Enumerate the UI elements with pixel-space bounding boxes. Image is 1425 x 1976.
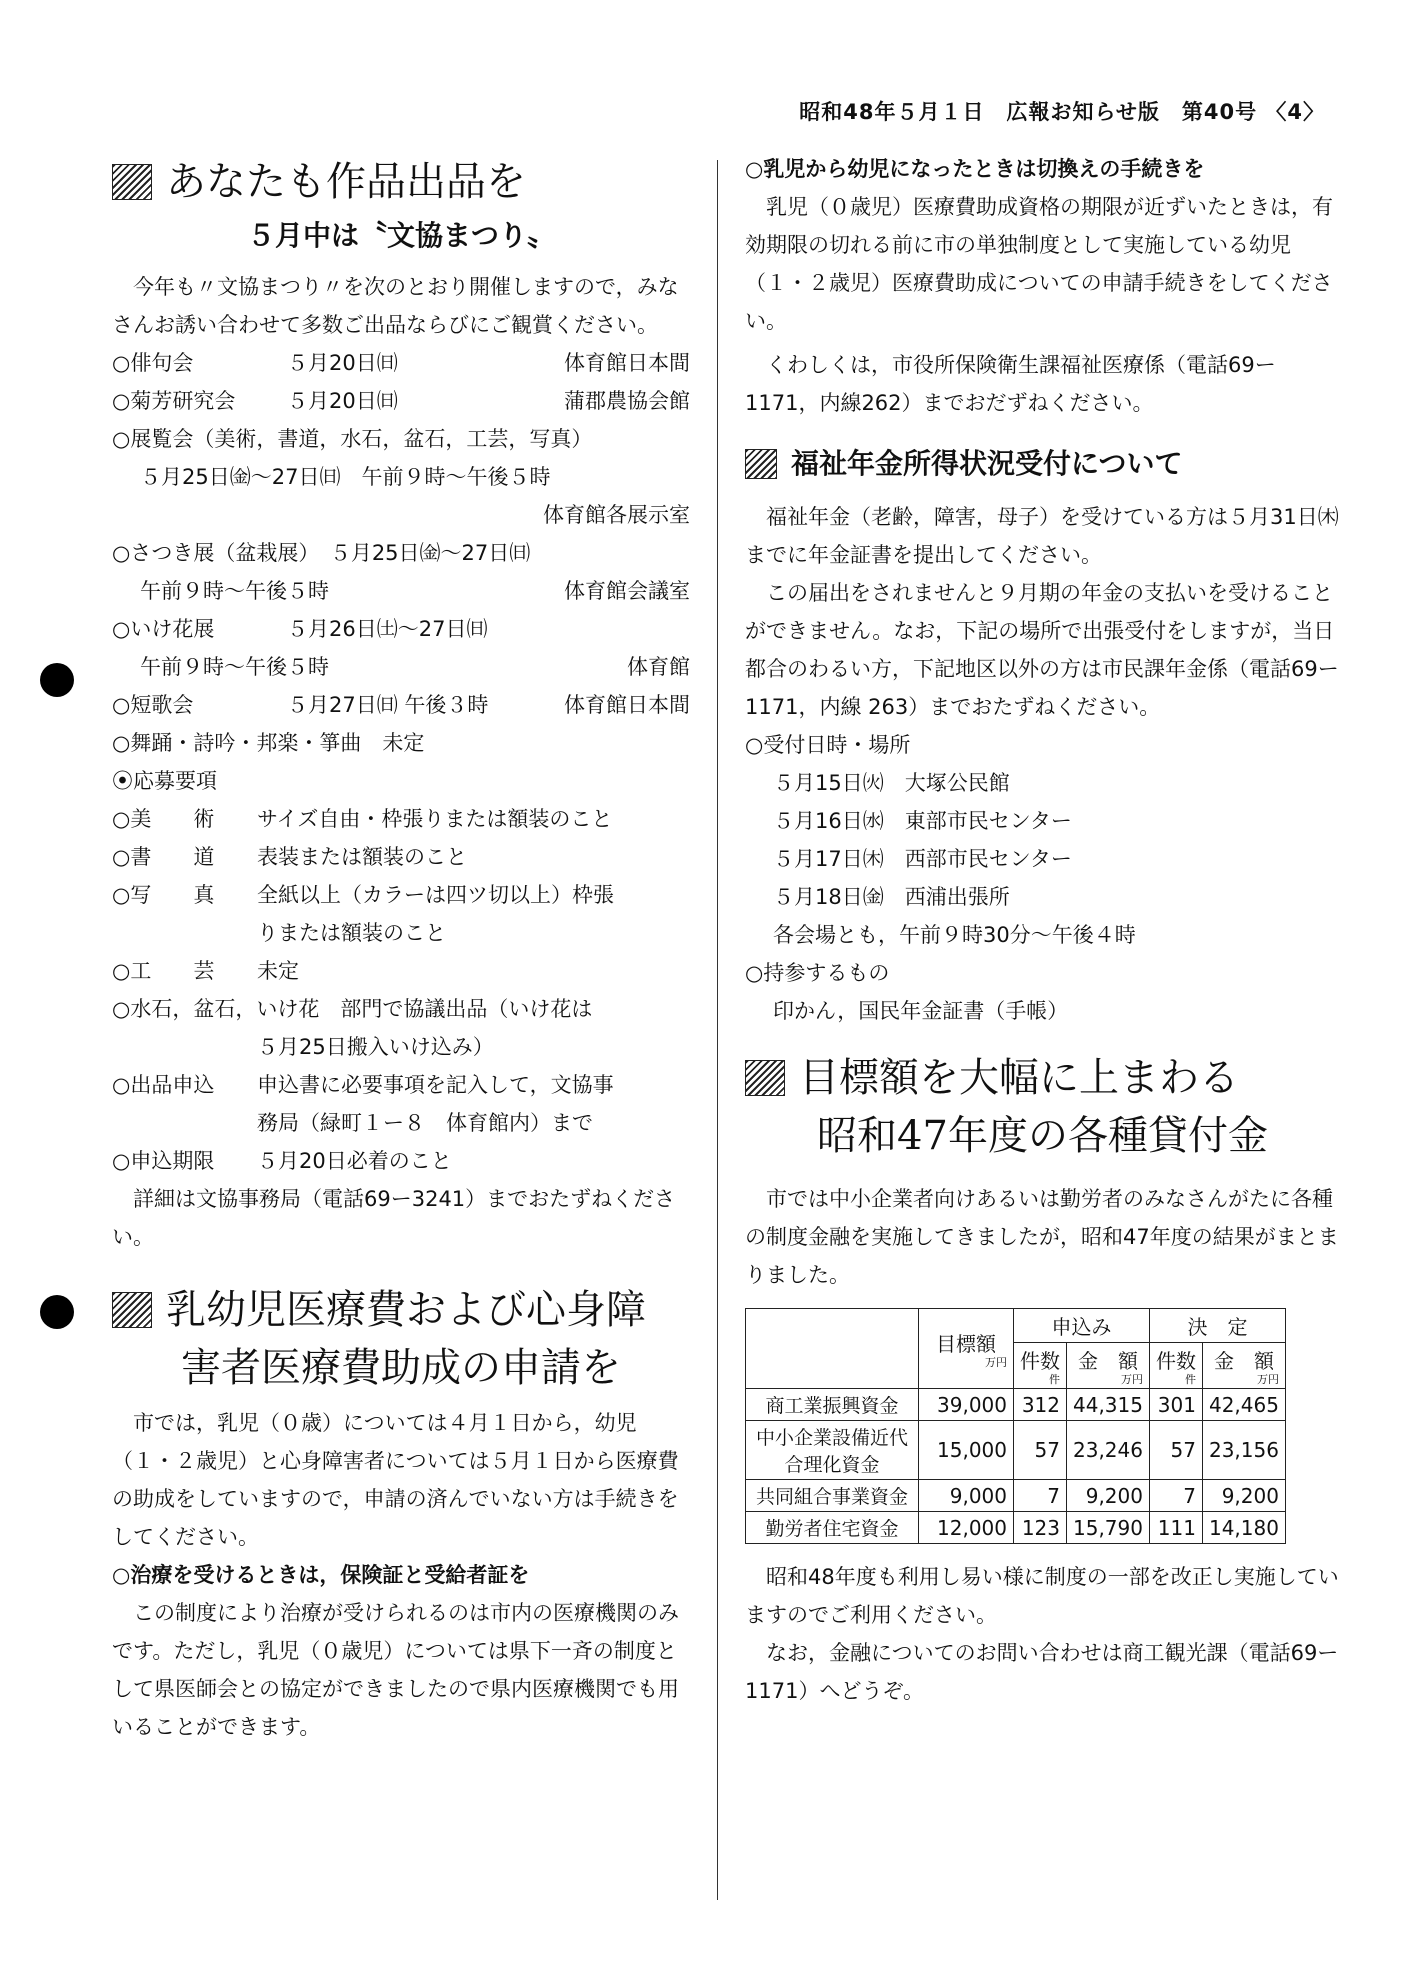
kashitsuke-title: 目標額を大幅に上まわる [745, 1052, 1340, 1104]
kashitsuke-intro: 市では中小企業者向けあるいは勤労者のみなさんがたに各種の制度金融を実施してきましたが，昭和47年度の結果がまとまりました。 [745, 1187, 1339, 1287]
nenkin-place: ５月18日㈮ 西浦出張所 [773, 885, 1010, 909]
nenkin-title: 福祉年金所得状況受付について [745, 440, 1340, 488]
table-row: 勤労者住宅資金 12,000 123 15,790 111 14,180 [746, 1512, 1286, 1544]
iryo-body3: 乳児（０歳児）医療費助成資格の期限が近ずいたときは，有効期限の切れる前に市の単独制度として実施している幼児（１・２歳児）医療費助成についての申請手続きをしてください。 [745, 195, 1333, 333]
satsuki-line: ○さつき展（盆栽展） ５月25日㈮〜27日㈰ [112, 541, 531, 565]
iryo-body: 市では，乳児（０歳）については４月１日から，幼児（１・２歳児）と心身障害者については５月１日から医療費の助成をしていますので，申請の済んでいない方は手続きをしてください。 [112, 1411, 679, 1549]
hatch-icon [112, 1292, 152, 1328]
loan-table [745, 1308, 1286, 1544]
kashitsuke-body2: 昭和48年度も利用し易い様に制度の一部を改正し実施していますのでご利用ください。 [745, 1565, 1339, 1627]
exhibit-place: 体育館各展示室 [543, 503, 690, 527]
ikebana-time-row: 午前９時〜午後５時 体育館 [140, 655, 690, 679]
col-count: 件数 件 [1149, 1343, 1202, 1389]
suiseki-line: ○水石，盆石，いけ花 部門で協議出品（いけ花は [112, 997, 593, 1021]
satsuki-row: 午前９時〜午後５時 体育館会議室 [140, 579, 690, 603]
req-row: ○写 真 全紙以上（カラーは四ツ切以上）枠張 [112, 883, 614, 907]
nenkin-body1: 福祉年金（老齢，障害，母子）を受けている方は５月31日㈭までに年金証書を提出してください。 [745, 505, 1339, 567]
left-column [112, 150, 690, 1746]
iryo-title: 乳幼児医療費および心身障 [112, 1284, 690, 1336]
nenkin-place: ５月17日㈭ 西部市民センター [773, 847, 1072, 871]
bunkyo-intro: 今年も〃文協まつり〃を次のとおり開催しますので，みなさんお誘い合わせて多数ご出品ならびにご観賞ください。 [112, 275, 679, 337]
table-corner [746, 1309, 919, 1389]
event-row: ○菊芳研究会 ５月20日㈰ 蒲郡農協会館 [112, 389, 690, 413]
req-photo-cont: りまたは額装のこと [257, 921, 446, 945]
table-row: 共同組合事業資金 9,000 7 9,200 7 9,200 [746, 1480, 1286, 1512]
nenkin-place: ５月15日㈫ 大塚公民館 [773, 771, 1010, 795]
hatch-icon [745, 449, 777, 479]
column-divider [717, 160, 718, 1900]
page-header: 昭和48年５月１日 広報お知らせ版 第40号 〈4〉 [799, 100, 1325, 124]
table-row: 商工業振興資金 39,000 312 44,315 301 42,465 [746, 1389, 1286, 1421]
event-row: ○俳句会 ５月20日㈰ 体育館日本間 [112, 351, 690, 375]
bunkyo-title: あなたも作品出品を [112, 156, 690, 208]
col-kettei: 決 定 [1149, 1309, 1285, 1343]
nenkin-place: ５月16日㈬ 東部市民センター [773, 809, 1072, 833]
nenkin-items: 印かん，国民年金証書（手帳） [773, 999, 1069, 1023]
kashitsuke-body3: なお，金融についてのお問い合わせは商工観光課（電話69ー1171）へどうぞ。 [745, 1641, 1339, 1703]
binding-hole [40, 1295, 74, 1329]
iryo-body2: この制度により治療が受けられるのは市内の医療機関のみです。ただし，乳児（０歳児）については県下一斉の制度として県医師会との協定ができましたので県内医療機関でも用いることができます。 [112, 1601, 679, 1739]
right-column [745, 150, 1340, 1710]
buyo-line: ○舞踊・詩吟・邦楽・箏曲 未定 [112, 731, 425, 755]
youkou-heading: ⦿応募要項 [112, 769, 217, 793]
moushikomi-row: ○出品申込 申込書に必要事項を記入して，文協事 [112, 1073, 614, 1097]
nenkin-time: 各会場とも，午前９時30分〜午後４時 [773, 923, 1136, 947]
iryo-title-2: 害者医療費助成の申請を [181, 1345, 621, 1391]
hatch-icon [112, 164, 152, 200]
req-row: ○美 術 サイズ自由・枠張りまたは額装のこと [112, 807, 613, 831]
hatch-icon [745, 1060, 785, 1096]
suiseki-line-2: ５月25日搬入いけ込み） [257, 1035, 494, 1059]
col-amount: 金 額 万円 [1202, 1343, 1285, 1389]
iryo-sub2: ○乳児から幼児になったときは切換えの手続きを [745, 157, 1205, 181]
nenkin-body2: この届出をされませんと９月期の年金の支払いを受けることができません。なお，下記の場所で出張受付をしますが，当日都合のわるい方，下記地区以外の方は市民課年金係（電話69ー1171，内線 263）までおたずねください。 [745, 581, 1339, 719]
bunkyo-subtitle: ５月中は〝文協まつり〟 [246, 219, 555, 252]
table-row: 中小企業設備近代合理化資金 15,000 57 23,246 57 23,156 [746, 1421, 1286, 1480]
col-target: 目標額 万円 [919, 1309, 1014, 1389]
ikebana-row: ○いけ花展 ５月26日㈯〜27日㈰ [112, 617, 488, 641]
kigen-row: ○申込期限 ５月20日必着のこと [112, 1149, 452, 1173]
req-row: ○書 道 表装または額装のこと [112, 845, 467, 869]
exhibit-line: ○展覧会（美術，書道，水石，盆石，工芸，写真） [112, 427, 593, 451]
iryo-sub1: ○治療を受けるときは，保険証と受給者証を [112, 1563, 530, 1587]
nenkin-uketsuke: ○受付日時・場所 [745, 733, 911, 757]
nenkin-jisan: ○持参するもの [745, 961, 890, 985]
iryo-body4: くわしくは，市役所保険衛生課福祉医療係（電話69ー1171，内線262）までおだずねください。 [745, 353, 1276, 415]
col-amount: 金 額 万円 [1067, 1343, 1150, 1389]
exhibit-time: ５月25日㈮〜27日㈰ 午前９時〜午後５時 [140, 465, 551, 489]
col-count: 件数 件 [1014, 1343, 1067, 1389]
binding-hole [40, 663, 74, 697]
kashitsuke-title-2: 昭和47年度の各種貸付金 [817, 1113, 1268, 1159]
col-moushikomi: 申込み [1014, 1309, 1150, 1343]
req-row: ○工 芸 未定 [112, 959, 299, 983]
bunkyo-contact: 詳細は文協事務局（電話69ー3241）までおたずねください。 [112, 1187, 676, 1249]
tanka-row: ○短歌会 ５月27日㈰ 午後３時 体育館日本間 [112, 693, 690, 717]
moushikomi-cont: 務局（緑町１ー８ 体育館内）まで [257, 1111, 593, 1135]
